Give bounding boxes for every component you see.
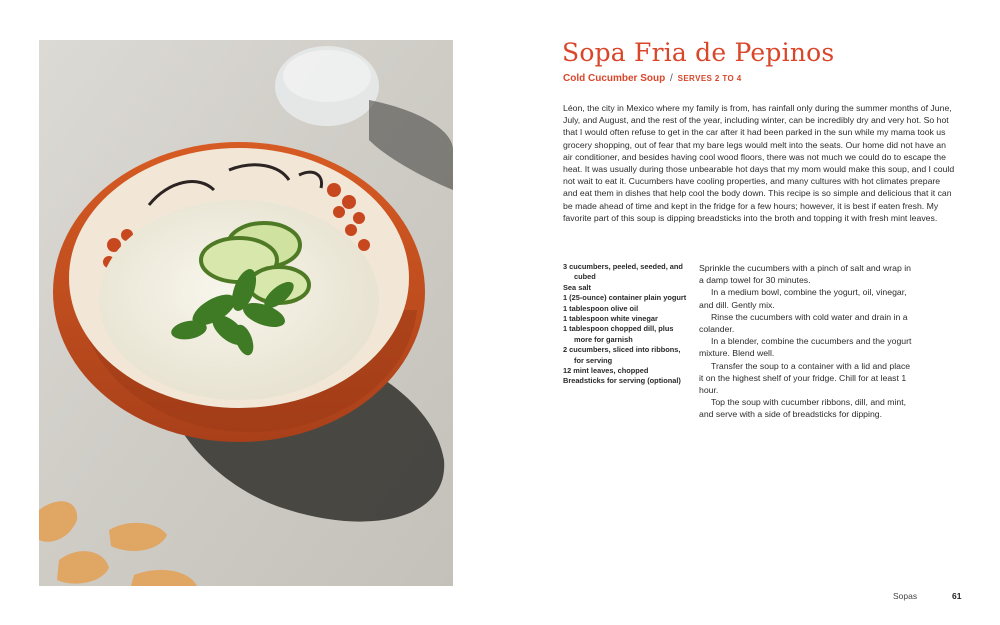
ingredient-item: 3 cucumbers, peeled, seeded, and cubed (563, 262, 683, 282)
ingredient-item: 1 tablespoon olive oil (563, 303, 639, 313)
recipe-intro: Léon, the city in Mexico where my family is from, has rainfall only during the summer months of June, July, and August, and the rest of the year, including winter, can be incredibly dry and very hot. So hot that I would often refuse to get in the car after it had been parked in the sun while my mama took us grocery shopping, out of fear that my bare legs would melt into the seats. Our home did not have an air conditioner, and besides having cool wood floors, there was not much we could do to escape the heat. It was usually during those unbearable hot days that my mom would make this soup, and I could not wait to eat it. Cucumbers have cooling properties, and many cultures with hot climates prepare and eat them in dishes that help cool the body down. This recipe is so simple and delicious that it can be made ahead of time and kept in the fridge for a few hours; however, it is best if eaten fresh. My favorite part of this soup is dipping breadsticks into the broth and topping it with fresh mint leaves. (563, 103, 955, 223)
step-paragraph: Transfer the soup to a container with a lid and place it on the highest shelf of your fridge. Chill for at least 1 hour. (699, 360, 911, 396)
step-paragraph: In a medium bowl, combine the yogurt, oil, vinegar, and dill. Gently mix. (699, 287, 907, 310)
ingredient-item: 2 cucumbers, sliced into ribbons, for serving (563, 345, 681, 365)
method-steps (699, 262, 915, 421)
ingredient-item: Breadsticks for serving (optional) (563, 376, 681, 386)
ingredient-item: 1 tablespoon chopped dill, plus more for garnish (563, 324, 674, 344)
ingredient-item: 12 mint leaves, chopped (563, 366, 649, 376)
recipe-subtitle (563, 73, 742, 84)
step-paragraph: Top the soup with cucumber ribbons, dill, and mint, and serve with a side of breadsticks for dipping. (699, 397, 907, 420)
subtitle-separator: / (670, 73, 673, 84)
step-paragraph: Sprinkle the cucumbers with a pinch of salt and wrap in a damp towel for 30 minutes. (699, 263, 911, 286)
water-glass (275, 46, 379, 126)
footer-section-name: Sopas (893, 591, 918, 601)
ingredient-item: Sea salt (563, 282, 591, 292)
ingredients-list (563, 262, 688, 387)
soup-photo (39, 40, 453, 586)
english-name: Cold Cucumber Soup (563, 73, 666, 84)
serves-label: SERVES 2 TO 4 (677, 74, 742, 83)
step-paragraph: Rinse the cucumbers with cold water and drain in a colander. (699, 311, 908, 335)
ingredient-item: 1 (25-ounce) container plain yogurt (563, 293, 687, 303)
step-paragraph: In a blender, combine the cucumbers and the yogurt mixture. Blend well. (699, 336, 912, 359)
recipe-title: Sopa Fria de Pepinos (562, 38, 835, 67)
ingredient-item: 1 tablespoon white vinegar (563, 314, 658, 324)
page-number: 61 (952, 591, 962, 601)
